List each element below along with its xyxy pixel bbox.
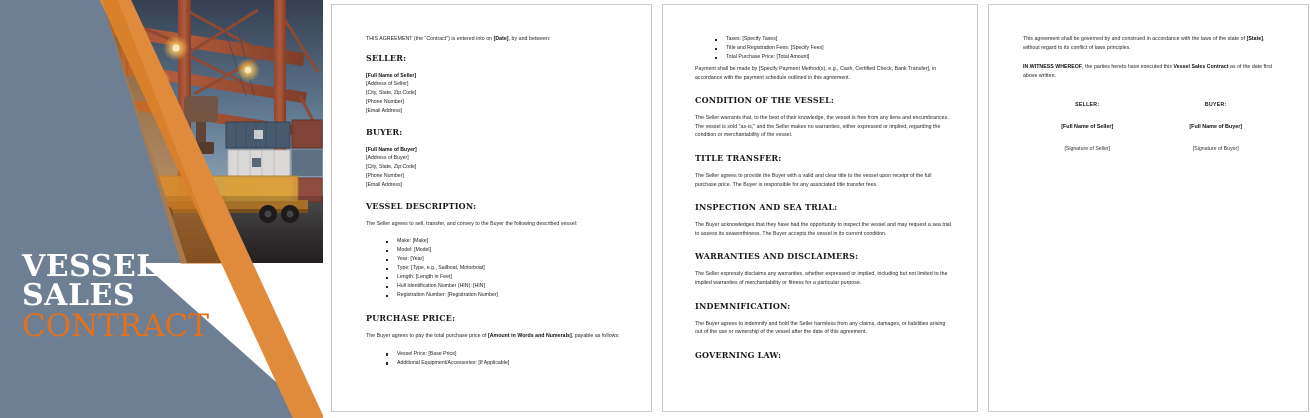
buyer-name: [Full Name of Buyer]: [366, 146, 417, 153]
condition-of-vessel-heading: CONDITION OF THE VESSEL:: [695, 95, 835, 106]
purchase-price-suffix: , payable as follows:: [571, 333, 620, 340]
page-2: [331, 4, 652, 412]
purchase-price-list: [366, 350, 621, 368]
cover-title-line-3: CONTRACT: [22, 308, 210, 344]
purchase-price-heading: PURCHASE PRICE:: [366, 313, 456, 324]
list-item: Model: [Model]: [386, 246, 621, 255]
list-item: Additional Equipment/Accessories: [If Applicable]: [386, 359, 621, 368]
page-4-body: [989, 5, 1308, 152]
indemnification-body: The Buyer agrees to indemnify and hold the Seller harmless from any claims, damages, or liabilities arising out of the use or ownership of the vessel after the date of this agreement.: [695, 320, 946, 336]
list-item: Registration Number: [Registration Number]: [386, 291, 621, 300]
buyer-city-state-zip: [City, State, Zip Code]: [366, 164, 417, 171]
witness-whereof-paragraph: [1023, 63, 1280, 80]
indemnification-heading: INDEMNIFICATION:: [695, 300, 791, 311]
purchase-price-intro: [366, 332, 621, 341]
witness-whereof-suffix: as of the date first above written.: [1023, 64, 1273, 79]
seller-signature-slot[interactable]: [Signature of Seller]: [1064, 146, 1111, 153]
list-item: Taxes: [Specify Taxes]: [715, 35, 951, 44]
seller-phone: [Phone Number]: [366, 98, 404, 105]
governing-law-heading: GOVERNING LAW:: [695, 349, 782, 360]
governing-law-body: [1023, 35, 1280, 52]
witness-whereof-mid: , the parties hereto have executed this: [1082, 64, 1174, 71]
buyer-signature-slot[interactable]: [Signature of Buyer]: [1192, 146, 1239, 153]
payment-method-paragraph: Payment shall be made by [Specify Payment Method(s), e.g., Cash, Certified Check, Bank Transfer], in accordance with the payment schedule outlined in this agreement.: [695, 66, 937, 81]
buyer-address: [Address of Buyer]: [366, 155, 409, 162]
warranties-disclaimers-body: The Seller expressly disclaims any warranties, whether expressed or implied, including but not limited to the implied warranties of merchantability or fitness for a particular purpose.: [695, 271, 948, 286]
warranties-disclaimers-heading: WARRANTIES AND DISCLAIMERS:: [695, 251, 859, 262]
page-3-body: [663, 5, 977, 369]
buyer-signature-role-label: BUYER:: [1204, 102, 1227, 109]
inspection-sea-trial-heading: INSPECTION AND SEA TRIAL:: [695, 202, 838, 213]
list-item: Vessel Price: [Base Price]: [386, 350, 621, 359]
buyer-heading: BUYER:: [366, 126, 403, 137]
list-item: Make: [Make]: [386, 237, 621, 246]
signature-block: [1023, 102, 1280, 152]
page-1-cover: [0, 0, 323, 418]
title-transfer-body: The Seller agrees to provide the Buyer with a valid and clear title to the vessel upon receipt of the full purchase price. The Buyer is responsible for any associated title transfer fees.: [695, 172, 932, 188]
seller-signature-role-label: SELLER:: [1075, 102, 1100, 109]
buyer-phone: [Phone Number]: [366, 172, 404, 179]
seller-signature-name: [Full Name of Seller]: [1061, 124, 1114, 131]
seller-heading: SELLER:: [366, 52, 407, 63]
list-item: Length: [Length in Feet]: [386, 273, 621, 282]
buyer-email: [Email Address]: [366, 181, 403, 188]
signature-column-seller: [1023, 102, 1152, 152]
title-transfer-heading: TITLE TRANSFER:: [695, 152, 782, 163]
page-4: [988, 4, 1309, 412]
seller-address: [Address of Seller]: [366, 81, 409, 88]
governing-law-state-placeholder: [State]: [1246, 36, 1264, 42]
purchase-price-prefix: The Buyer agrees to pay the total purchase price of: [366, 333, 488, 340]
list-item: Title and Registration Fees: [Specify Fees]: [715, 44, 951, 53]
vessel-description-list: [366, 237, 621, 300]
inspection-sea-trial-body: The Buyer acknowledges that they have had the opportunity to inspect the vessel and may request a sea trial to assess its seaworthiness. The Buyer accepts the vessel in its current condition.: [695, 222, 951, 237]
page-2-body: [332, 5, 651, 377]
vessel-description-intro: The Seller agrees to sell, transfer, and convey to the Buyer the following described vessel:: [366, 220, 578, 227]
condition-of-vessel-body: The Seller warrants that, to the best of their knowledge, the vessel is free from any liens and encumbrances. The vessel is sold "as-is," and the Seller makes no warranties, either expressed or implied, regarding the condition or merchantability of the vessel.: [695, 115, 949, 139]
vessel-description-heading: VESSEL DESCRIPTION:: [366, 200, 477, 211]
seller-name: [Full Name of Seller]: [366, 72, 417, 79]
buyer-signature-name: [Full Name of Buyer]: [1189, 124, 1243, 131]
cover-canvas: [0, 0, 323, 418]
buyer-details: [366, 146, 621, 190]
witness-contract-name: Vessel Sales Contract: [1173, 64, 1229, 71]
cover-title-line-1: VESSEL: [22, 249, 158, 284]
purchase-price-list-continued: [695, 35, 951, 62]
list-item: Hull Identification Number (HIN): [HIN]: [386, 282, 621, 291]
signature-column-buyer: [1152, 102, 1281, 152]
governing-law-suffix: , without regard to its conflict of laws principles.: [1023, 36, 1265, 51]
list-item: Total Purchase Price: [Total Amount]: [715, 53, 951, 62]
seller-city-state-zip: [City, State, Zip Code]: [366, 90, 417, 97]
seller-details: [366, 72, 621, 116]
list-item: Type: [Type, e.g., Sailboat, Motorboat]: [386, 264, 621, 273]
cover-title-line-2: SALES: [22, 278, 136, 313]
agreement-intro-prefix: THIS AGREEMENT (the “Contract”) is entered into on: [366, 36, 494, 42]
purchase-price-amount-placeholder: [Amount in Words and Numerals]: [487, 333, 572, 340]
agreement-intro-paragraph: [366, 35, 621, 44]
agreement-date-placeholder: [Date]: [493, 36, 509, 42]
agreement-intro-suffix: , by and between:: [508, 36, 551, 42]
page-3: [662, 4, 978, 412]
witness-whereof-lead: IN WITNESS WHEREOF: [1023, 64, 1083, 71]
governing-law-prefix: This agreement shall be governed by and construed in accordance with the laws of the state of: [1023, 36, 1247, 42]
list-item: Year: [Year]: [386, 255, 621, 264]
seller-email: [Email Address]: [366, 107, 403, 114]
cover-title: [22, 249, 272, 344]
